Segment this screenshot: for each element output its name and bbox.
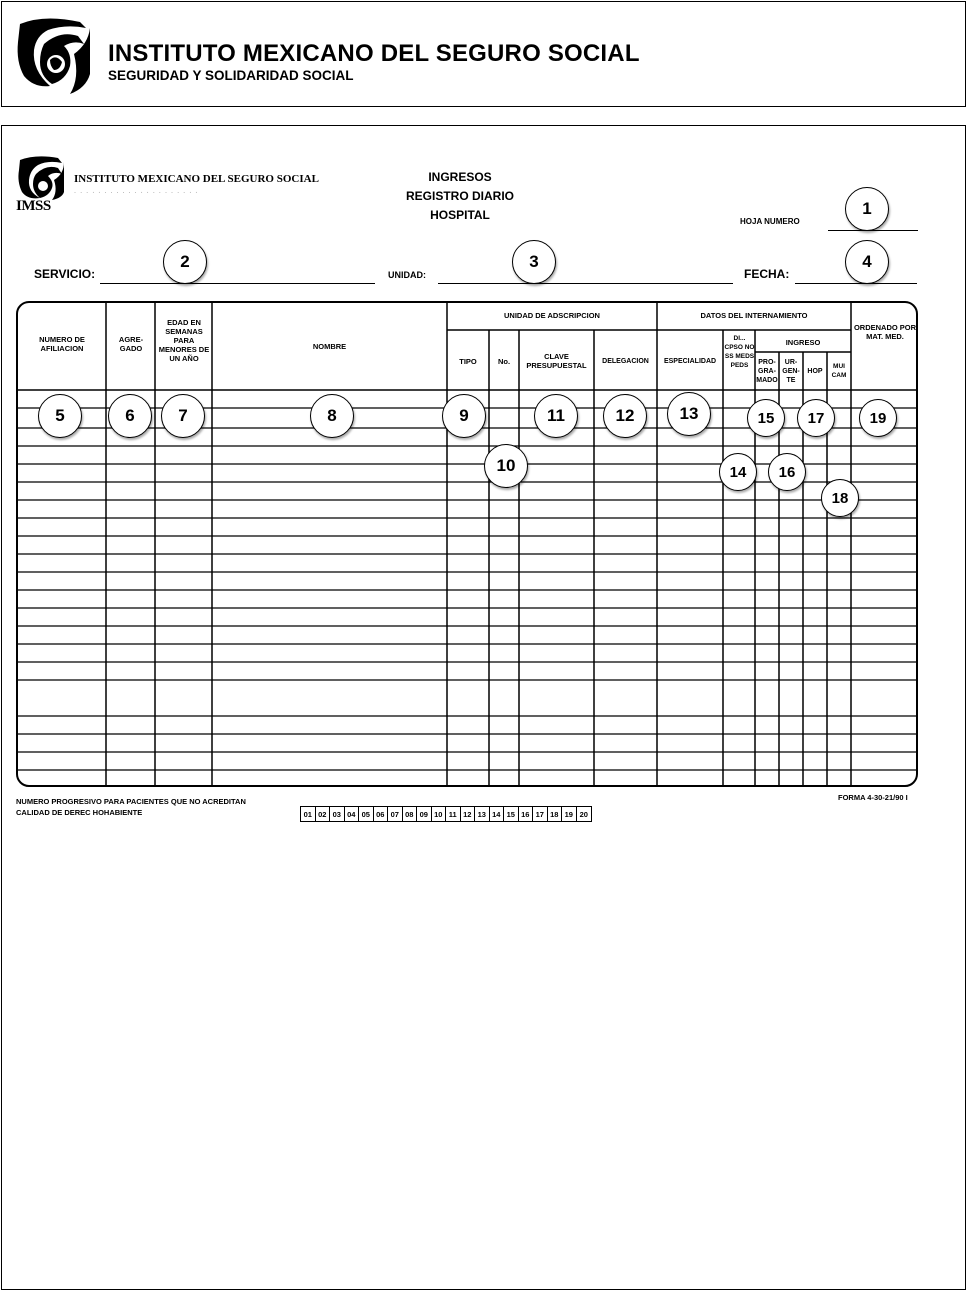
callout-10: 10 — [484, 444, 528, 488]
col-urgente: UR- GEN- TE — [782, 359, 800, 384]
footer-note-line-2: CALIDAD DE DEREC HOHABIENTE — [16, 808, 143, 817]
callout-7: 7 — [161, 394, 205, 438]
col-datos-internamiento: DATOS DEL INTERNAMIENTO — [700, 311, 808, 320]
progressive-number-box: 09 — [417, 807, 432, 821]
progressive-number-box: 07 — [388, 807, 403, 821]
col-hop: HOP — [807, 368, 823, 375]
callout-14: 14 — [719, 453, 757, 491]
title-line-registro: REGISTRO DIARIO — [405, 189, 514, 203]
progressive-number-box: 02 — [316, 807, 331, 821]
progressive-number-box: 14 — [490, 807, 505, 821]
progressive-number-boxes — [300, 806, 592, 822]
callout-3: 3 — [512, 240, 556, 284]
progressive-number-box: 18 — [548, 807, 563, 821]
progressive-number-box: 19 — [562, 807, 577, 821]
col-tipo: TIPO — [459, 357, 477, 366]
progressive-number-box: 12 — [461, 807, 476, 821]
callout-4: 4 — [845, 240, 889, 284]
progressive-number-box: 06 — [374, 807, 389, 821]
title-line-hospital: HOSPITAL — [430, 208, 490, 222]
form-institute-subtitle: · · · · · · · · · · · · · · · · · · · · · — [74, 190, 199, 196]
col-nombre: NOMBRE — [312, 342, 347, 351]
progressive-number-box: 08 — [403, 807, 418, 821]
callout-2: 2 — [163, 240, 207, 284]
col-agregado: AGRE- GADO — [118, 335, 144, 353]
callout-6: 6 — [108, 394, 152, 438]
callout-17: 17 — [797, 399, 835, 437]
progressive-number-box: 10 — [432, 807, 447, 821]
form-code: FORMA 4-30-21/90 I — [838, 793, 908, 802]
institute-tagline: SEGURIDAD Y SOLIDARIDAD SOCIAL — [108, 68, 354, 83]
progressive-number-box: 11 — [446, 807, 461, 821]
form-institute-name: INSTITUTO MEXICANO DEL SEGURO SOCIAL — [74, 173, 319, 185]
progressive-number-box: 01 — [301, 807, 316, 821]
callout-16: 16 — [768, 453, 806, 491]
col-clave-presupuestal: CLAVE PRESUPUESTAL — [526, 352, 587, 370]
callout-18: 18 — [821, 479, 859, 517]
callout-15: 15 — [747, 399, 785, 437]
progressive-number-box: 16 — [519, 807, 534, 821]
callout-12: 12 — [603, 394, 647, 438]
progressive-number-box: 03 — [330, 807, 345, 821]
col-unidad-adscripcion: UNIDAD DE ADSCRIPCION — [504, 311, 600, 320]
callout-8: 8 — [310, 394, 354, 438]
callout-11: 11 — [534, 394, 578, 438]
col-programado: PRO- GRA- MADO — [756, 359, 778, 384]
footer-note-line-1: NUMERO PROGRESIVO PARA PACIENTES QUE NO ACREDITAN — [16, 797, 246, 806]
col-mui: MUI CAM — [831, 363, 847, 379]
progressive-number-box: 15 — [504, 807, 519, 821]
progressive-number-box: 20 — [579, 809, 588, 819]
col-divisiones: DI... CPSO NO SS MEDS PEDS — [724, 335, 755, 369]
col-no: No. — [497, 357, 511, 366]
col-especialidad: ESPECIALIDAD — [663, 358, 717, 365]
callout-19: 19 — [859, 399, 897, 437]
col-ordenado: ORDENADO POR MAT. MED. — [853, 323, 917, 341]
progressive-number-box: 05 — [359, 807, 374, 821]
unidad-label: UNIDAD: — [388, 270, 426, 280]
col-edad-semanas: EDAD EN SEMANAS PARA MENORES DE UN AÑO — [158, 318, 210, 363]
institute-name: INSTITUTO MEXICANO DEL SEGURO SOCIAL — [108, 40, 640, 67]
callout-13: 13 — [667, 392, 711, 436]
servicio-label: SERVICIO: — [34, 267, 96, 281]
progressive-number-box: 17 — [533, 807, 548, 821]
callout-5: 5 — [38, 394, 82, 438]
col-delegacion: DELEGACION — [602, 358, 649, 365]
col-ingreso: INGRESO — [785, 338, 821, 347]
callout-9: 9 — [442, 394, 486, 438]
hoja-numero-label: HOJA NUMERO — [740, 217, 800, 226]
progressive-number-box: 13 — [475, 807, 490, 821]
progressive-number-box: 04 — [345, 807, 360, 821]
fecha-label: FECHA: — [744, 267, 790, 281]
imss-acronym: IMSS — [16, 198, 51, 214]
footer-note — [16, 796, 246, 818]
title-line-ingresos: INGRESOS — [428, 170, 492, 184]
callout-1: 1 — [845, 187, 889, 231]
col-numero-afiliacion: NUMERO DE AFILIACION — [39, 335, 85, 353]
